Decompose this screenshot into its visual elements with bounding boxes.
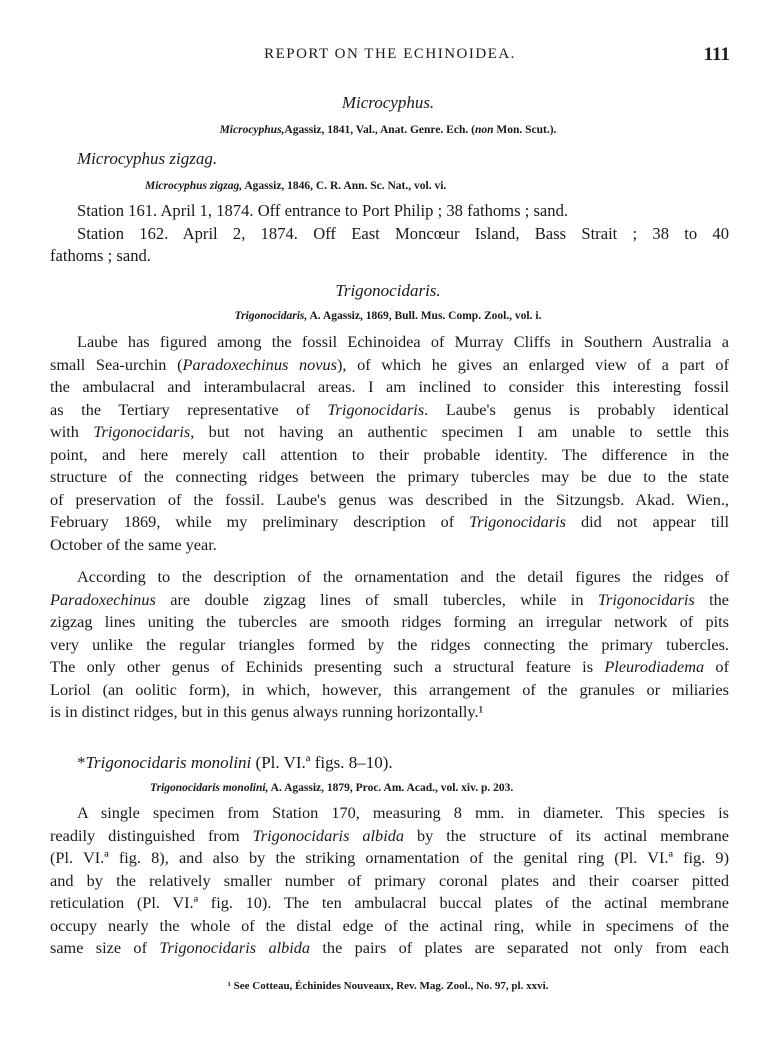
text-line: of preservation of the fossil. Laube's genus was described in the Sitzungsb. Akad. Wien., [50, 489, 729, 509]
ref-species-name: Microcyphus zigzag, [145, 180, 243, 192]
taxon-name: Trigonocidaris [469, 512, 566, 531]
station-162-line-cont: fathoms ; sand. [50, 246, 151, 265]
paragraph-ornamentation [50, 566, 729, 724]
species-heading-microcyphus-zigzag: Microcyphus zigzag. [77, 149, 218, 168]
ref-text: Agassiz, 1846, C. R. Ann. Sc. Nat., vol. vi. [242, 180, 447, 192]
taxon-name: Trigonocidaris [597, 589, 695, 609]
species-name: Trigonocidaris monolini [85, 753, 252, 772]
text-line: Loriol (an oolitic form), in which, however, this arrangement of the granules or miliaries [50, 679, 729, 699]
species-plate-ref: (Pl. VI.ª figs. 8–10). [251, 753, 393, 772]
taxon-name: Trigonocidaris [93, 422, 191, 441]
ref-non: non [474, 124, 494, 136]
text-line: very unlike the regular triangles formed by the ridges connecting the primary tubercles. [50, 634, 729, 654]
text-line: with Trigonocidaris, but not having an authentic specimen I am unable to settle this [50, 422, 729, 441]
ref-text: A. Agassiz, 1879, Proc. Am. Acad., vol. xiv. p. 203. [268, 782, 514, 794]
text-line: occupy nearly the whole of the distal edge of the actinal ring, while in specimens of the [50, 915, 729, 935]
text-line: point, and here merely call attention to their probable identity. The difference in the [50, 444, 729, 464]
taxon-name: Trigonocidaris [327, 399, 425, 419]
species-reference-microcyphus-zigzag [145, 180, 446, 192]
text-line: February 1869, while my preliminary description of Trigonocidaris did not appear till [50, 512, 730, 531]
ref-genus-name: Trigonocidaris, [234, 310, 308, 322]
text-line: as the Tertiary representative of Trigonocidaris. Laube's genus is probably identical [50, 399, 729, 419]
taxon-name: Trigonocidaris albida [159, 938, 311, 957]
header-title: REPORT ON THE ECHINOIDEA. [264, 46, 516, 62]
paragraph-laube [50, 331, 729, 556]
text-line: and by the relatively smaller number of primary coronal plates and their coarser pitted [50, 870, 729, 890]
text-line: According to the description of the ornamentation and the detail figures the ridges of [77, 567, 729, 586]
genus-heading-trigonocidaris: Trigonocidaris. [335, 281, 441, 300]
genus-reference-trigonocidaris [0, 310, 776, 322]
running-header [50, 46, 730, 68]
station-162-line: Station 162. April 2, 1874. Off East Moncœur Island, Bass Strait ; 38 to 40 [77, 224, 729, 243]
ref-text: A. Agassiz, 1869, Bull. Mus. Comp. Zool., vol. i. [307, 310, 542, 322]
text-line: Paradoxechinus are double zigzag lines of small tubercles, while in Trigonocidaris the [50, 589, 729, 609]
text-line: small Sea-urchin (Paradoxechinus novus), of which he gives an enlarged view of a part of [50, 354, 729, 374]
genus-reference-microcyphus [0, 124, 776, 136]
paragraph-monolini [50, 802, 729, 960]
ref-text: Agassiz, 1841, Val., Anat. Genre. Ech. ( [284, 124, 475, 136]
page-number: 111 [703, 44, 730, 65]
taxon-name: Trigonocidaris albida [252, 825, 404, 845]
text-line: October of the same year. [50, 534, 217, 554]
text-line: same size of Trigonocidaris albida the pairs of plates are separated not only from each [50, 938, 730, 957]
text-line: readily distinguished from Trigonocidaris albida by the structure of its actinal membrane [50, 825, 729, 845]
taxon-name: Paradoxechinus [50, 589, 156, 609]
ref-text-end: Mon. Scut.). [493, 124, 557, 136]
ref-genus-name: Microcyphus, [219, 124, 285, 136]
text-line: Laube has figured among the fossil Echinoidea of Murray Cliffs in Southern Australia a [77, 332, 729, 351]
text-line: (Pl. VI.ª fig. 8), and also by the striking ornamentation of the genital ring (Pl. VI.ª fig. 9) [50, 848, 729, 867]
station-161-line: Station 161. April 1, 1874. Off entrance to Port Philip ; 38 fathoms ; sand. [77, 201, 569, 220]
text-line: is in distinct ridges, but in this genus always running horizontally.¹ [50, 702, 484, 721]
text-line: the ambulacral and interambulacral areas. I am inclined to consider this interesting fossil [50, 377, 729, 396]
species-star: * [77, 753, 86, 772]
species-reference-trigonocidaris-monolini [150, 782, 513, 794]
footnote: ¹ See Cotteau, Échinides Nouveaux, Rev. Mag. Zool., No. 97, pl. xxvi. [227, 980, 549, 992]
text-line: A single specimen from Station 170, measuring 8 mm. in diameter. This species is [77, 803, 729, 822]
taxon-name: Pleurodiadema [604, 657, 705, 676]
text-line: reticulation (Pl. VI.ª fig. 10). The ten ambulacral buccal plates of the actinal membrane [50, 893, 729, 912]
genus-heading-microcyphus: Microcyphus. [341, 93, 435, 112]
ref-species-name: Trigonocidaris monolini, [150, 782, 269, 794]
text-line: The only other genus of Echinids presenting such a structural feature is Pleurodiadema of [50, 657, 729, 676]
taxon-name: Paradoxechinus novus [182, 354, 337, 374]
text-line: zigzag lines uniting the tubercles are smooth ridges forming an irregular network of pits [50, 612, 729, 631]
text-line: structure of the connecting ridges between the primary tubercles may be due to the state [50, 467, 729, 486]
species-heading-trigonocidaris-monolini [77, 753, 393, 773]
